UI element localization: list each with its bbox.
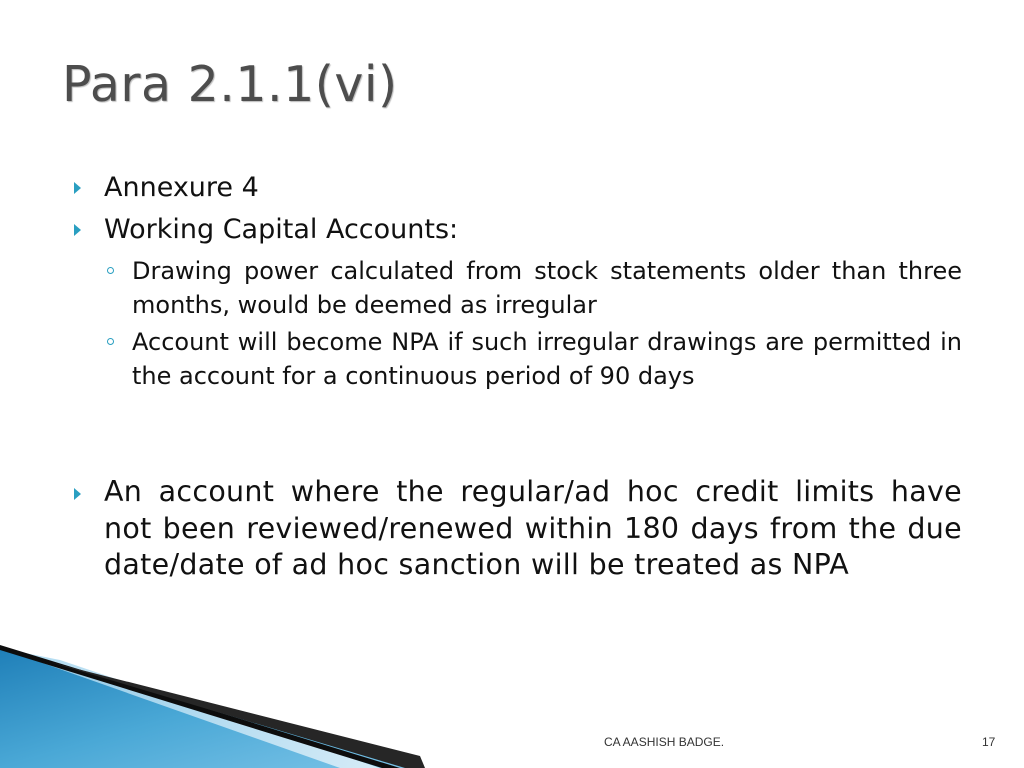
triangle-bullet-icon (74, 488, 81, 500)
footer-author: CA AASHISH BADGE. (604, 735, 725, 749)
ring-bullet-icon (107, 267, 114, 274)
triangle-bullet-icon (74, 182, 81, 194)
page-number: 17 (982, 735, 996, 749)
sub-bullet-text: Account will become NPA if such irregular drawings are permitted in the account for a continuous period of 90 days (132, 328, 962, 390)
bullet-text: Annexure 4 (104, 172, 259, 203)
sub-bullet-item (132, 254, 962, 322)
bullet-item (104, 212, 962, 248)
bullet-item (104, 474, 962, 584)
bullet-text: An account where the regular/ad hoc credit limits have not been reviewed/renewed within 180 days from the due date/date of ad hoc sanction will be treated as NPA (104, 475, 962, 581)
triangle-bullet-icon (74, 224, 81, 236)
bullet-item (104, 170, 962, 206)
sub-bullet-text: Drawing power calculated from stock statements older than three months, would be deemed as irregular (132, 257, 962, 319)
decorative-swoosh (0, 640, 560, 768)
slide-title: Para 2.1.1(vi) (62, 56, 398, 113)
sub-bullet-item (132, 325, 962, 393)
ring-bullet-icon (107, 338, 114, 345)
bullet-text: Working Capital Accounts: (104, 214, 459, 245)
